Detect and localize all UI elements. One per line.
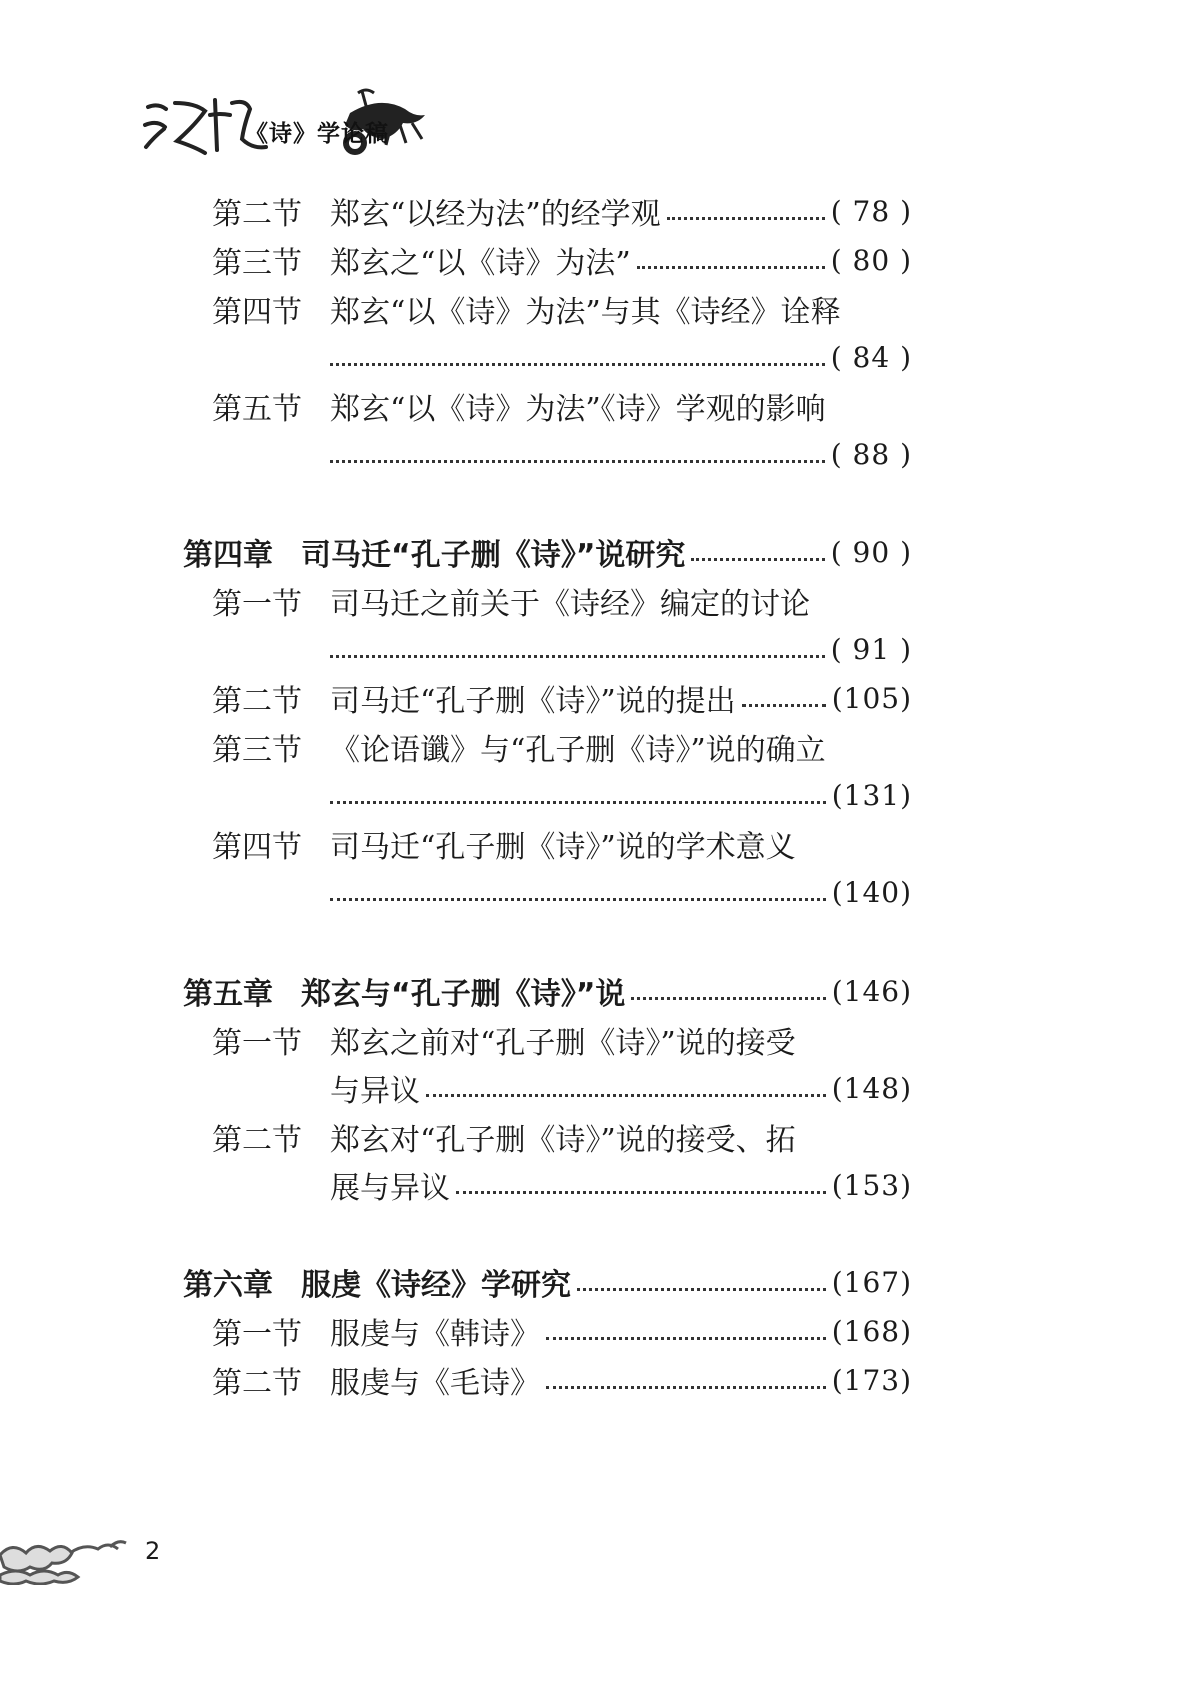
section-number: 第二节: [212, 197, 302, 232]
leader-dots: [330, 460, 825, 463]
section-title: 郑玄对“孔子删《诗》”说的接受、拓: [330, 1123, 796, 1158]
leader-dots: [637, 266, 825, 269]
section-number: 第四节: [212, 830, 302, 865]
chapter-number: 第五章: [183, 977, 273, 1012]
leader-dots: [631, 997, 825, 1000]
section-title: 司马迁“孔子删《诗》”说的学术意义: [330, 830, 796, 865]
toc-entry[interactable]: [212, 676, 912, 720]
toc-entry[interactable]: [212, 1309, 912, 1353]
toc-entry-continuation[interactable]: [330, 870, 912, 914]
section-title: 郑玄“以《诗》为法”《诗》学观的影响: [330, 392, 826, 427]
chapter-number: 第六章: [183, 1268, 273, 1303]
page-number: (105): [831, 681, 912, 715]
section-title: 郑玄“以经为法”的经学观: [330, 197, 661, 232]
toc-entry-continuation[interactable]: [330, 1163, 912, 1207]
toc-entry-continuation[interactable]: [330, 627, 912, 671]
leader-dots: [691, 558, 824, 561]
leader-dots: [577, 1288, 826, 1291]
toc-entry-continuation[interactable]: [330, 773, 912, 817]
toc-entry[interactable]: [212, 238, 912, 282]
chapter-title: 司马迁“孔子删《诗》”说研究: [301, 538, 686, 573]
section-title: 《论语谶》与“孔子删《诗》”说的确立: [330, 733, 826, 768]
leader-dots: [330, 655, 825, 658]
toc-entry-continuation[interactable]: [330, 432, 912, 476]
toc-entry[interactable]: [212, 1358, 912, 1402]
page-number: ( 91 ): [830, 632, 912, 666]
toc-entry-continuation[interactable]: [330, 335, 912, 379]
toc-chapter[interactable]: [183, 530, 912, 574]
section-number: 第三节: [212, 733, 302, 768]
section-title: 服虔与《毛诗》: [330, 1366, 540, 1401]
chapter-title: 服虔《诗经》学研究: [301, 1268, 571, 1303]
page-number: ( 78 ): [830, 194, 912, 228]
page-number: ( 90 ): [830, 535, 912, 569]
leader-dots: [330, 801, 826, 804]
toc-entry-continuation[interactable]: [330, 1066, 912, 1110]
section-number: 第二节: [212, 684, 302, 719]
page-number: ( 80 ): [830, 243, 912, 277]
toc-entry[interactable]: [212, 1018, 912, 1062]
section-number: 第二节: [212, 1366, 302, 1401]
chapter-number: 第四章: [183, 538, 273, 573]
page-number: (167): [831, 1265, 912, 1299]
page-number: ( 84 ): [830, 340, 912, 374]
section-title-continued: 与异议: [330, 1074, 420, 1109]
section-title: 司马迁“孔子删《诗》”说的提出: [330, 684, 736, 719]
toc-entry[interactable]: [212, 1115, 912, 1159]
section-title: 郑玄之前对“孔子删《诗》”说的接受: [330, 1026, 796, 1061]
leader-dots: [330, 898, 826, 901]
page-number: (148): [831, 1071, 912, 1105]
section-number: 第一节: [212, 1026, 302, 1061]
section-title: 司马迁之前关于《诗经》编定的讨论: [330, 587, 810, 622]
toc-entry[interactable]: [212, 822, 912, 866]
section-title-continued: 展与异议: [330, 1171, 450, 1206]
section-title: 郑玄“以《诗》为法”与其《诗经》诠释: [330, 295, 841, 330]
toc-chapter[interactable]: [183, 969, 912, 1013]
section-number: 第二节: [212, 1123, 302, 1158]
page-number: (173): [831, 1363, 912, 1397]
leader-dots: [546, 1337, 826, 1340]
section-number: 第四节: [212, 295, 302, 330]
toc-entry[interactable]: [212, 579, 912, 623]
leader-dots: [667, 217, 825, 220]
toc-entry[interactable]: [212, 725, 912, 769]
toc-entry[interactable]: [212, 287, 912, 331]
page-number: (153): [831, 1168, 912, 1202]
page-number: ( 88 ): [830, 437, 912, 471]
leader-dots: [330, 363, 825, 366]
toc-entry[interactable]: [212, 384, 912, 428]
leader-dots: [456, 1191, 826, 1194]
section-number: 第一节: [212, 1317, 302, 1352]
toc-entry[interactable]: [212, 189, 912, 233]
leader-dots: [546, 1386, 826, 1389]
section-number: 第三节: [212, 246, 302, 281]
toc-chapter[interactable]: [183, 1260, 912, 1304]
section-number: 第一节: [212, 587, 302, 622]
chapter-title: 郑玄与“孔子删《诗》”说: [301, 977, 626, 1012]
leader-dots: [742, 704, 826, 707]
page-number-footer: 2: [145, 1537, 161, 1565]
page-number: (146): [831, 974, 912, 1008]
cloud-ornament: [0, 1525, 200, 1585]
page-number: (168): [831, 1314, 912, 1348]
section-title: 服虔与《韩诗》: [330, 1317, 540, 1352]
page-number: (131): [831, 778, 912, 812]
page-number: (140): [831, 875, 912, 909]
book-title: 《诗》学论稿: [245, 121, 389, 147]
section-title: 郑玄之“以《诗》为法”: [330, 246, 631, 281]
section-number: 第五节: [212, 392, 302, 427]
leader-dots: [426, 1094, 826, 1097]
